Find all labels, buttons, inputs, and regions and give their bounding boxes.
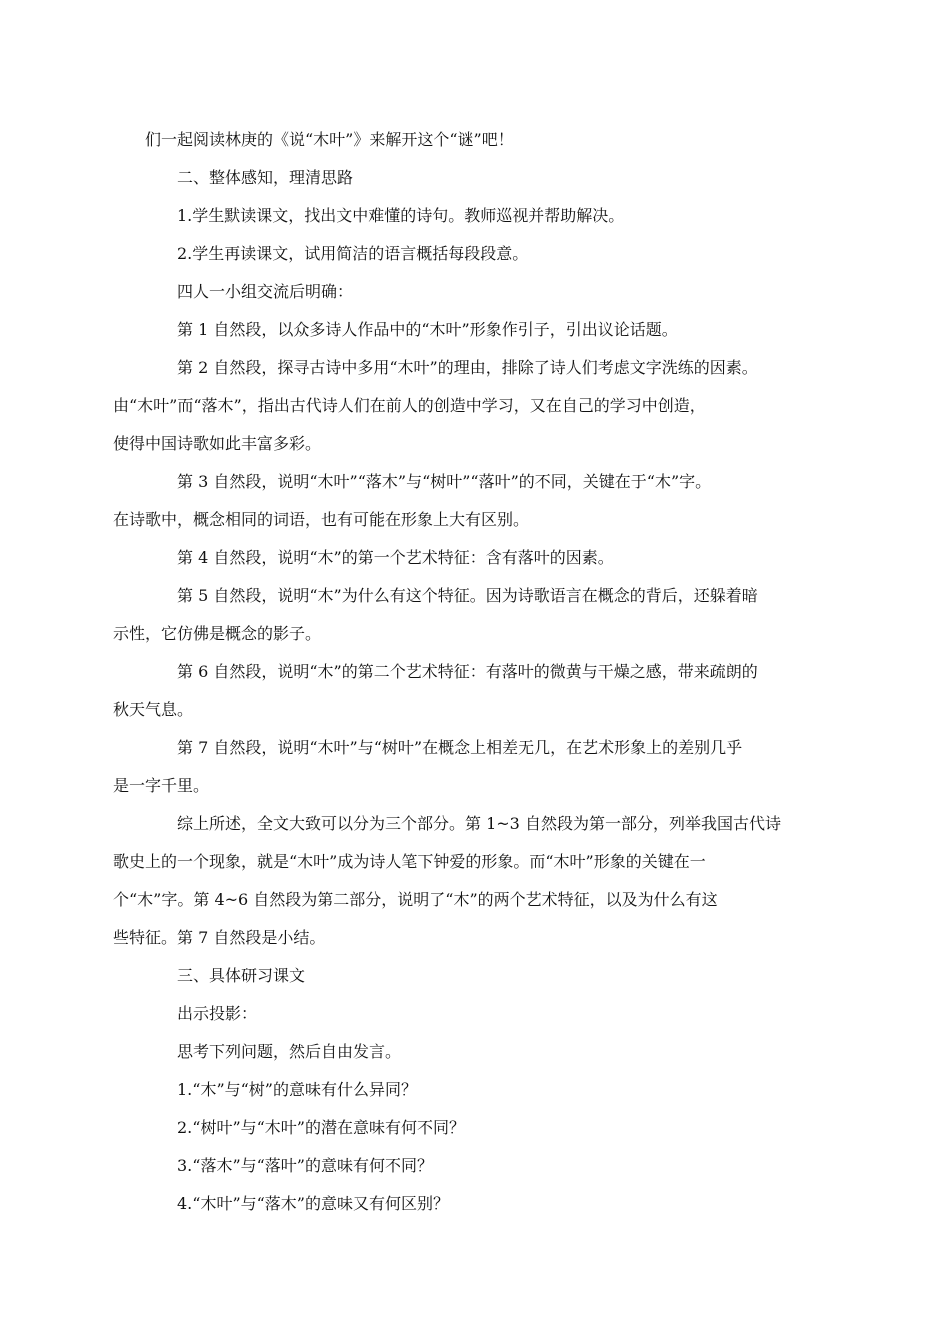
paragraph (145, 957, 817, 995)
text-line: 歌史上的一个现象，就是“木叶”成为诗人笔下钟爱的形象。而“木叶”形象的关键在一 (113, 852, 706, 871)
paragraph (145, 1185, 817, 1223)
paragraph (145, 995, 817, 1033)
text-line: 第 7 自然段，说明“木叶”与“树叶”在概念上相差无几，在艺术形象上的差别几乎 (177, 738, 743, 757)
text-line: 是一字千里。 (113, 776, 210, 795)
paragraph (113, 729, 817, 805)
text-line: 在诗歌中，概念相同的词语，也有可能在形象上大有区别。 (113, 510, 530, 529)
paragraph (145, 1109, 817, 1147)
text-line: 第 5 自然段，说明“木”为什么有这个特征。因为诗歌语言在概念的背后，还躲着暗 (177, 586, 758, 605)
paragraph (113, 349, 817, 463)
text-line: 第 3 自然段，说明“木叶”“落木”与“树叶”“落叶”的不同，关键在于“木”字。 (177, 472, 712, 491)
paragraph (145, 121, 817, 159)
text-line: 个“木”字。第 4~6 自然段为第二部分，说明了“木”的两个艺术特征，以及为什么有这 (113, 890, 718, 909)
paragraph (145, 1071, 817, 1109)
document-body (113, 121, 817, 1223)
text-line: 第 4 自然段，说明“木”的第一个艺术特征：含有落叶的因素。 (177, 548, 614, 567)
paragraph (113, 577, 817, 653)
text-line: 二、整体感知，理清思路 (177, 168, 354, 187)
paragraph (145, 273, 817, 311)
text-line: 三、具体研习课文 (177, 966, 306, 985)
paragraph (113, 653, 817, 729)
text-line: 使得中国诗歌如此丰富多彩。 (113, 434, 322, 453)
text-line: 2.“树叶”与“木叶”的潜在意味有何不同？ (177, 1118, 465, 1137)
text-line: 些特征。第 7 自然段是小结。 (113, 928, 326, 947)
paragraph (145, 197, 817, 235)
text-line: 们一起阅读林庚的《说“木叶”》来解开这个“谜”吧！ (145, 130, 514, 149)
text-line: 思考下列问题，然后自由发言。 (177, 1042, 402, 1061)
paragraph (113, 805, 817, 957)
paragraph (113, 463, 817, 539)
text-line: 2.学生再读课文，试用简洁的语言概括每段段意。 (177, 244, 529, 263)
text-line: 4.“木叶”与“落木”的意味又有何区别？ (177, 1194, 449, 1213)
text-line: 1.“木”与“树”的意味有什么异同？ (177, 1080, 417, 1099)
paragraph (145, 311, 817, 349)
paragraph (145, 159, 817, 197)
text-line: 第 2 自然段，探寻古诗中多用“木叶”的理由，排除了诗人们考虑文字洗练的因素。 (177, 358, 758, 377)
paragraph (145, 1147, 817, 1185)
paragraph (145, 1033, 817, 1071)
text-line: 1.学生默读课文，找出文中难懂的诗句。教师巡视并帮助解决。 (177, 206, 625, 225)
text-line: 3.“落木”与“落叶”的意味有何不同？ (177, 1156, 433, 1175)
text-line: 第 1 自然段，以众多诗人作品中的“木叶”形象作引子，引出议论话题。 (177, 320, 678, 339)
text-line: 由“木叶”而“落木”，指出古代诗人们在前人的创造中学习，又在自己的学习中创造， (113, 396, 706, 415)
text-line: 示性，它仿佛是概念的影子。 (113, 624, 322, 643)
paragraph (145, 539, 817, 577)
text-line: 第 6 自然段，说明“木”的第二个艺术特征：有落叶的微黄与干燥之感，带来疏朗的 (177, 662, 758, 681)
text-line: 综上所述，全文大致可以分为三个部分。第 1~3 自然段为第一部分，列举我国古代诗 (177, 814, 781, 833)
text-line: 四人一小组交流后明确： (177, 282, 354, 301)
text-line: 出示投影： (177, 1004, 258, 1023)
text-line: 秋天气息。 (113, 700, 194, 719)
paragraph (145, 235, 817, 273)
